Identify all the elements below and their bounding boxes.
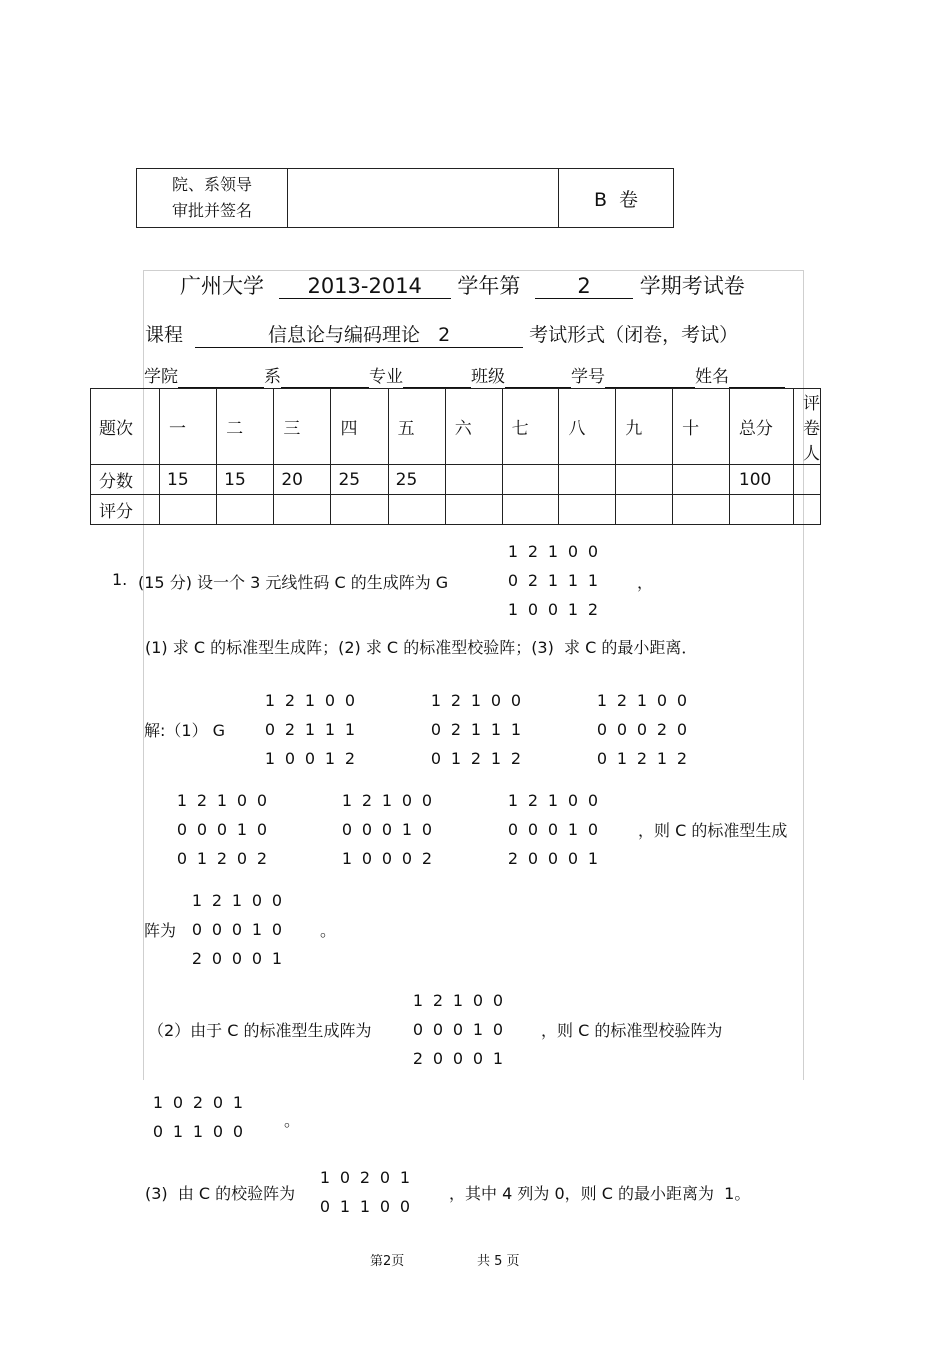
matrix-entry: 0 xyxy=(547,849,559,868)
matrix-entry: 0 xyxy=(567,791,579,810)
approval-label-line1: 院、系领导 xyxy=(171,175,252,194)
matrix-entry: 0 xyxy=(236,849,248,868)
matrix-entry: 0 xyxy=(587,820,599,839)
matrix-row xyxy=(426,744,526,773)
check-tail: 。 xyxy=(284,1111,301,1130)
part2-matrix xyxy=(408,986,508,1073)
matrix-entry: 0 xyxy=(211,949,223,968)
matrix-entry: 1 xyxy=(412,991,424,1010)
matrix-entry: 1 xyxy=(450,749,462,768)
matrix-entry: 0 xyxy=(596,749,608,768)
matrix-entry: 1 xyxy=(271,949,283,968)
matrix-entry: 2 xyxy=(507,849,519,868)
matrix-entry: 0 xyxy=(452,1020,464,1039)
solution-label: 解:（1） G xyxy=(144,721,226,740)
row-label-grade: 评分 xyxy=(91,495,160,525)
matrix-row xyxy=(187,886,287,915)
score-6 xyxy=(445,465,502,495)
matrix-entry: 1 xyxy=(344,720,356,739)
matrix-row xyxy=(503,537,603,566)
matrix-entry: 0 xyxy=(401,849,413,868)
matrix-entry: 1 xyxy=(430,691,442,710)
col-4: 四 xyxy=(331,389,388,465)
part3-suffix: ，其中 4 列为 0，则 C 的最小距离为 1。 xyxy=(449,1184,751,1203)
score-1: 15 xyxy=(160,465,217,495)
matrix-row xyxy=(503,595,603,624)
table-row xyxy=(91,389,821,465)
matrix-entry: 0 xyxy=(172,1093,184,1112)
page-total: 共 5 页 xyxy=(477,1254,520,1269)
question-trail: ， xyxy=(637,573,654,592)
part2-suffix: ，则 C 的标准型校验阵为 xyxy=(541,1021,723,1040)
matrix-entry: 0 xyxy=(492,1020,504,1039)
exam-form: 考试形式（闭卷，考试） xyxy=(529,324,739,346)
matrix-entry: 2 xyxy=(587,600,599,619)
exam-title xyxy=(180,270,745,300)
matrix-entry: 2 xyxy=(196,791,208,810)
matrix-entry: 0 xyxy=(324,691,336,710)
step-matrix xyxy=(592,686,692,773)
matrix-entry: 2 xyxy=(656,720,668,739)
matrix-entry: 0 xyxy=(472,991,484,1010)
matrix-entry: 1 xyxy=(152,1093,164,1112)
matrix-entry: 0 xyxy=(304,749,316,768)
course-label: 课程 xyxy=(145,324,184,346)
matrix-entry: 0 xyxy=(587,542,599,561)
matrix-entry: 1 xyxy=(231,891,243,910)
matrix-entry: 1 xyxy=(490,720,502,739)
matrix-entry: 1 xyxy=(587,571,599,590)
matrix-entry: 0 xyxy=(236,791,248,810)
row-label-score: 分数 xyxy=(91,465,160,495)
name-field[interactable] xyxy=(729,367,785,388)
class-field[interactable] xyxy=(505,367,571,388)
matrix-row xyxy=(503,786,603,815)
std-generator-matrix xyxy=(187,886,287,973)
std-tail: 。 xyxy=(320,921,337,940)
matrix-entry: 2 xyxy=(510,749,522,768)
matrix-entry: 1 xyxy=(359,1197,371,1216)
matrix-entry: 1 xyxy=(304,691,316,710)
question-number: 1. xyxy=(112,570,128,589)
step-matrix xyxy=(337,786,437,873)
matrix-row xyxy=(592,686,692,715)
matrix-row xyxy=(260,715,360,744)
matrix-entry: 1 xyxy=(616,749,628,768)
student-info-line xyxy=(144,362,785,388)
matrix-entry: 1 xyxy=(492,1049,504,1068)
matrix-entry: 0 xyxy=(432,1049,444,1068)
matrix-entry: 0 xyxy=(361,849,373,868)
matrix-entry: 1 xyxy=(191,891,203,910)
signature-cell[interactable] xyxy=(288,169,559,228)
matrix-entry: 1 xyxy=(490,749,502,768)
matrix-entry: 0 xyxy=(339,1168,351,1187)
matrix-row xyxy=(337,815,437,844)
question-text: (15 分) 设一个 3 元线性码 C 的生成阵为 G xyxy=(138,573,449,592)
score-total: 100 xyxy=(729,465,793,495)
matrix-row xyxy=(337,786,437,815)
matrix-entry: 1 xyxy=(381,791,393,810)
matrix-entry: 2 xyxy=(361,791,373,810)
step-matrix xyxy=(172,786,272,873)
student-id-label: 学号 xyxy=(571,367,605,387)
matrix-entry: 0 xyxy=(176,820,188,839)
matrix-entry: 2 xyxy=(450,720,462,739)
matrix-entry: 0 xyxy=(232,1122,244,1141)
matrix-entry: 0 xyxy=(251,949,263,968)
matrix-entry: 1 xyxy=(507,542,519,561)
student-id-field[interactable] xyxy=(605,367,695,388)
major-label: 专业 xyxy=(369,367,403,387)
paper-type: B 卷 xyxy=(559,169,674,228)
college-field[interactable] xyxy=(178,367,264,388)
matrix-entry: 0 xyxy=(412,1020,424,1039)
matrix-entry: 1 xyxy=(596,691,608,710)
matrix-entry: 0 xyxy=(567,542,579,561)
matrix-entry: 0 xyxy=(492,991,504,1010)
matrix-entry: 2 xyxy=(432,991,444,1010)
matrix-entry: 0 xyxy=(341,820,353,839)
grade-cell[interactable] xyxy=(217,495,274,525)
matrix-row xyxy=(260,686,360,715)
matrix-entry: 1 xyxy=(507,600,519,619)
university-name: 广州大学 xyxy=(180,274,264,298)
year-suffix: 学年第 xyxy=(457,274,521,298)
matrix-entry: 2 xyxy=(527,542,539,561)
matrix-entry: 0 xyxy=(527,849,539,868)
matrix-entry: 1 xyxy=(567,600,579,619)
matrix-entry: 2 xyxy=(256,849,268,868)
score-7 xyxy=(502,465,559,495)
matrix-entry: 1 xyxy=(176,791,188,810)
col-5: 五 xyxy=(388,389,445,465)
matrix-entry: 2 xyxy=(412,1049,424,1068)
matrix-entry: 1 xyxy=(452,991,464,1010)
matrix-entry: 0 xyxy=(636,720,648,739)
matrix-entry: 0 xyxy=(616,720,628,739)
approval-label xyxy=(137,169,288,228)
matrix-entry: 0 xyxy=(472,1049,484,1068)
matrix-entry: 1 xyxy=(470,691,482,710)
term-number: 2 xyxy=(535,274,633,299)
matrix-row xyxy=(592,744,692,773)
matrix-entry: 1 xyxy=(236,820,248,839)
col-8: 八 xyxy=(559,389,616,465)
matrix-entry: 0 xyxy=(401,791,413,810)
matrix-entry: 1 xyxy=(656,749,668,768)
matrix-entry: 0 xyxy=(381,820,393,839)
matrix-entry: 2 xyxy=(216,849,228,868)
matrix-entry: 0 xyxy=(344,691,356,710)
matrix-entry: 0 xyxy=(507,820,519,839)
matrix-entry: 0 xyxy=(547,820,559,839)
matrix-entry: 1 xyxy=(587,849,599,868)
question-subparts: (1) 求 C 的标准型生成阵；(2) 求 C 的标准型校验阵；(3) 求 C 的最小距离． xyxy=(145,638,698,657)
matrix-entry: 0 xyxy=(211,920,223,939)
score-8 xyxy=(559,465,616,495)
matrix-entry: 1 xyxy=(341,791,353,810)
matrix-entry: 1 xyxy=(192,1122,204,1141)
matrix-entry: 0 xyxy=(231,949,243,968)
grade-cell[interactable] xyxy=(794,495,821,525)
matrix-entry: 2 xyxy=(450,691,462,710)
matrix-entry: 0 xyxy=(271,920,283,939)
matrix-entry: 0 xyxy=(284,749,296,768)
matrix-entry: 2 xyxy=(616,691,628,710)
course-line xyxy=(145,320,738,348)
table-row xyxy=(91,495,821,525)
col-3: 三 xyxy=(274,389,331,465)
matrix-entry: 1 xyxy=(399,1168,411,1187)
matrix-entry: 0 xyxy=(452,1049,464,1068)
matrix-entry: 0 xyxy=(587,791,599,810)
matrix-entry: 0 xyxy=(596,720,608,739)
matrix-entry: 2 xyxy=(344,749,356,768)
matrix-row xyxy=(148,1117,248,1146)
matrix-entry: 1 xyxy=(470,720,482,739)
matrix-entry: 2 xyxy=(421,849,433,868)
col-grader: 评卷人 xyxy=(794,389,821,465)
grade-cell[interactable] xyxy=(729,495,793,525)
matrix-row xyxy=(592,715,692,744)
score-3: 20 xyxy=(274,465,331,495)
matrix-entry: 0 xyxy=(361,820,373,839)
approval-label-line2: 审批并签名 xyxy=(171,201,252,220)
col-10: 十 xyxy=(673,389,730,465)
matrix-row xyxy=(315,1163,415,1192)
matrix-entry: 0 xyxy=(196,820,208,839)
col-total: 总分 xyxy=(729,389,793,465)
matrix-entry: 1 xyxy=(319,1168,331,1187)
matrix-entry: 1 xyxy=(339,1197,351,1216)
step-matrix xyxy=(260,686,360,773)
matrix-entry: 0 xyxy=(212,1122,224,1141)
grade-cell[interactable] xyxy=(559,495,616,525)
generator-matrix xyxy=(503,537,603,624)
matrix-entry: 1 xyxy=(251,920,263,939)
matrix-row xyxy=(315,1192,415,1221)
check-matrix xyxy=(148,1088,248,1146)
matrix-entry: 0 xyxy=(432,1020,444,1039)
matrix-entry: 0 xyxy=(676,720,688,739)
matrix-entry: 1 xyxy=(216,791,228,810)
class-label: 班级 xyxy=(471,367,505,387)
matrix-entry: 1 xyxy=(567,571,579,590)
score-4: 25 xyxy=(331,465,388,495)
matrix-row xyxy=(172,815,272,844)
matrix-entry: 0 xyxy=(430,720,442,739)
matrix-entry: 0 xyxy=(399,1197,411,1216)
matrix-entry: 0 xyxy=(510,691,522,710)
matrix-entry: 0 xyxy=(527,820,539,839)
grade-cell[interactable] xyxy=(331,495,388,525)
matrix-entry: 0 xyxy=(490,691,502,710)
col-7: 七 xyxy=(502,389,559,465)
matrix-row xyxy=(187,944,287,973)
matrix-entry: 0 xyxy=(676,691,688,710)
matrix-row xyxy=(148,1088,248,1117)
matrix-entry: 0 xyxy=(191,920,203,939)
col-6: 六 xyxy=(445,389,502,465)
table-row xyxy=(91,465,821,495)
matrix-entry: 1 xyxy=(510,720,522,739)
dept-field[interactable] xyxy=(281,367,369,388)
matrix-entry: 2 xyxy=(211,891,223,910)
part3-matrix xyxy=(315,1163,415,1221)
page-number: 第2页 xyxy=(370,1254,405,1269)
matrix-entry: 1 xyxy=(304,720,316,739)
matrix-entry: 0 xyxy=(256,820,268,839)
matrix-entry: 0 xyxy=(231,920,243,939)
score-5: 25 xyxy=(388,465,445,495)
matrix-entry: 0 xyxy=(251,891,263,910)
col-9: 九 xyxy=(616,389,673,465)
matrix-entry: 0 xyxy=(567,849,579,868)
std-label: 阵为 xyxy=(144,921,177,940)
step-matrix xyxy=(426,686,526,773)
matrix-row xyxy=(503,815,603,844)
matrix-entry: 2 xyxy=(284,691,296,710)
matrix-entry: 0 xyxy=(430,749,442,768)
grade-cell[interactable] xyxy=(502,495,559,525)
matrix-row xyxy=(426,686,526,715)
matrix-entry: 1 xyxy=(507,791,519,810)
matrix-entry: 0 xyxy=(271,891,283,910)
grade-cell[interactable] xyxy=(274,495,331,525)
score-grader xyxy=(794,465,821,495)
matrix-entry: 1 xyxy=(264,749,276,768)
matrix-entry: 2 xyxy=(676,749,688,768)
matrix-row xyxy=(260,744,360,773)
matrix-row xyxy=(187,915,287,944)
matrix-entry: 0 xyxy=(527,600,539,619)
matrix-entry: 2 xyxy=(527,571,539,590)
name-label: 姓名 xyxy=(695,367,729,387)
matrix-entry: 0 xyxy=(379,1197,391,1216)
approval-box xyxy=(136,168,674,228)
academic-years: 2013-2014 xyxy=(279,274,451,299)
col-1: 一 xyxy=(160,389,217,465)
col-2: 二 xyxy=(217,389,274,465)
matrix-entry: 0 xyxy=(176,849,188,868)
matrix-entry: 1 xyxy=(196,849,208,868)
matrix-row xyxy=(503,566,603,595)
matrix-entry: 0 xyxy=(264,720,276,739)
grade-cell[interactable] xyxy=(673,495,730,525)
matrix-entry: 0 xyxy=(547,600,559,619)
matrix-entry: 2 xyxy=(191,949,203,968)
matrix-row xyxy=(337,844,437,873)
matrix-row xyxy=(426,715,526,744)
matrix-entry: 2 xyxy=(359,1168,371,1187)
matrix-entry: 2 xyxy=(636,749,648,768)
matrix-entry: 1 xyxy=(324,720,336,739)
term-suffix: 学期考试卷 xyxy=(639,274,745,298)
row-label-question: 题次 xyxy=(91,389,160,465)
matrix-entry: 1 xyxy=(324,749,336,768)
matrix-entry: 1 xyxy=(547,571,559,590)
college-label: 学院 xyxy=(144,367,178,387)
major-field[interactable] xyxy=(403,367,471,388)
grade-cell[interactable] xyxy=(616,495,673,525)
matrix-entry: 0 xyxy=(319,1197,331,1216)
matrix-entry: 1 xyxy=(401,820,413,839)
matrix-entry: 1 xyxy=(567,820,579,839)
matrix-row xyxy=(172,844,272,873)
step-matrix xyxy=(503,786,603,873)
matrix-entry: 0 xyxy=(507,571,519,590)
grade-cell[interactable] xyxy=(445,495,502,525)
matrix-entry: 1 xyxy=(547,791,559,810)
matrix-entry: 1 xyxy=(547,542,559,561)
matrix-row xyxy=(408,1044,508,1073)
matrix-row xyxy=(408,986,508,1015)
matrix-entry: 1 xyxy=(172,1122,184,1141)
row2-tail: ，则 C 的标准型生成 xyxy=(638,821,788,840)
matrix-entry: 1 xyxy=(636,691,648,710)
matrix-entry: 1 xyxy=(472,1020,484,1039)
matrix-row xyxy=(172,786,272,815)
matrix-row xyxy=(503,844,603,873)
matrix-entry: 0 xyxy=(381,849,393,868)
score-2: 15 xyxy=(217,465,274,495)
matrix-entry: 0 xyxy=(421,791,433,810)
score-table xyxy=(90,388,821,525)
matrix-row xyxy=(408,1015,508,1044)
matrix-entry: 0 xyxy=(256,791,268,810)
matrix-entry: 1 xyxy=(232,1093,244,1112)
matrix-entry: 0 xyxy=(212,1093,224,1112)
matrix-entry: 2 xyxy=(470,749,482,768)
grade-cell[interactable] xyxy=(388,495,445,525)
matrix-entry: 1 xyxy=(264,691,276,710)
matrix-entry: 0 xyxy=(216,820,228,839)
matrix-entry: 0 xyxy=(421,820,433,839)
matrix-entry: 0 xyxy=(379,1168,391,1187)
part3-prefix: (3) 由 C 的校验阵为 xyxy=(145,1184,296,1203)
matrix-entry: 1 xyxy=(341,849,353,868)
matrix-entry: 0 xyxy=(656,691,668,710)
score-10 xyxy=(673,465,730,495)
matrix-entry: 2 xyxy=(284,720,296,739)
part2-prefix: （2）由于 C 的标准型生成阵为 xyxy=(148,1021,372,1040)
dept-label: 系 xyxy=(264,367,281,387)
grade-cell[interactable] xyxy=(160,495,217,525)
course-name: 信息论与编码理论 2 xyxy=(195,320,523,348)
matrix-entry: 2 xyxy=(192,1093,204,1112)
score-9 xyxy=(616,465,673,495)
matrix-entry: 0 xyxy=(152,1122,164,1141)
matrix-entry: 2 xyxy=(527,791,539,810)
